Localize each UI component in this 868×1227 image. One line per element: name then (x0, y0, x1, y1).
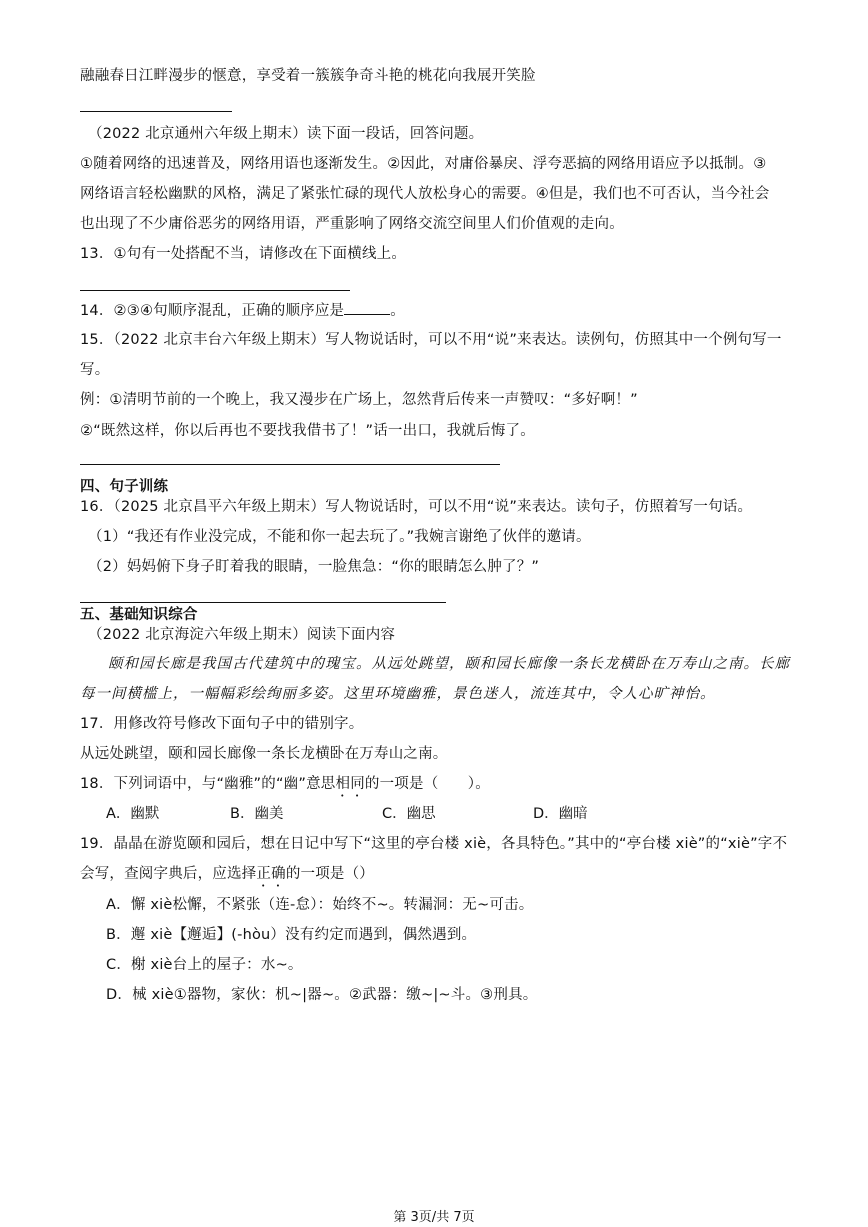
q18-option-b[interactable]: B．幽美 (230, 806, 284, 822)
q19-option-a[interactable]: A．懈 xiè松懈，不紧张（连-怠）：始终不~。转漏洞：无~可击。 (106, 897, 534, 913)
answer-line (80, 464, 500, 465)
question-17-sentence: 从远处跳望，颐和园长廊像一条长龙横卧在万寿山之南。 (80, 746, 448, 762)
question-15-cont: 写。 (80, 362, 110, 378)
text-line: 融融春日江畔漫步的惬意，享受着一簇簇争奇斗艳的桃花向我展开笑脸 (80, 68, 536, 84)
question-text: 14．②③④句顺序混乱，正确的顺序应是 (80, 303, 345, 319)
question-16-item-1: （1）“我还有作业没完成，不能和你一起去玩了。”我婉言谢绝了伙伴的邀请。 (88, 529, 591, 545)
question-text: 18．下列词语中，与“幽雅”的“幽”意思 (80, 776, 336, 792)
question-17: 17．用修改符号修改下面句子中的错别字。 (80, 716, 364, 732)
question-text: 会写，查阅字典后，应选择 (80, 866, 257, 882)
question-18 (80, 774, 490, 800)
question-16-item-2: （2）妈妈俯下身子盯着我的眼睛，一脸焦急：“你的眼睛怎么肿了？” (88, 559, 540, 575)
example-1: 例：①清明节前的一个晚上，我又漫步在广场上，忽然背后传来一声赞叹：“多好啊！” (80, 392, 638, 408)
q18-option-a[interactable]: A．幽默 (106, 806, 160, 822)
page-number: 第 3页/共 7页 (393, 1210, 475, 1225)
question-source: （2022 北京海淀六年级上期末）阅读下面内容 (88, 627, 396, 643)
question-19: 19．晶晶在游览颐和园后，想在日记中写下“这里的亭台楼 xiè，各具特色。”其中的“亭台楼 xiè”的“xiè”字不 (80, 836, 788, 852)
emphasis-text: 正确 (256, 866, 286, 882)
passage-line: ①随着网络的迅速普及，网络用语也逐渐发生。②因此，对庸俗暴戾、浮夸恶搞的网络用语应予以抵制。③ (80, 156, 767, 172)
question-text-end: 。 (390, 303, 405, 319)
example-2: ②“既然这样，你以后再也不要找我借书了！”话一出口，我就后悔了。 (80, 423, 535, 439)
q18-option-c[interactable]: C．幽思 (382, 806, 436, 822)
question-19-cont (80, 864, 374, 890)
question-13: 13．①句有一处搭配不当，请修改在下面横线上。 (80, 246, 407, 262)
question-15: 15．（2022 北京丰台六年级上期末）写人物说话时，可以不用“说”来表达。读例句，仿照其中一个例句写一 (80, 332, 782, 348)
q18-option-d[interactable]: D．幽暗 (533, 806, 588, 822)
reading-passage-line: 每一间横槛上，一幅幅彩绘绚丽多姿。这里环境幽雅，景色迷人，流连其中，令人心旷神怡。 (80, 686, 716, 702)
fill-blank (344, 300, 390, 315)
reading-passage-line: 颐和园长廊是我国古代建筑中的瑰宝。从远处跳望，颐和园长廊像一条长龙横卧在万寿山之南。长廊 (108, 656, 790, 672)
question-14 (80, 300, 405, 321)
section-heading-5: 五、基础知识综合 (80, 607, 198, 623)
passage-line: 网络语言轻松幽默的风格，满足了紧张忙碌的现代人放松身心的需要。④但是，我们也不可否认，当今社会 (80, 186, 770, 202)
answer-line (80, 290, 350, 291)
question-source: （2022 北京通州六年级上期末）读下面一段话，回答问题。 (88, 126, 484, 142)
section-heading-4: 四、句子训练 (80, 479, 169, 495)
answer-line (80, 602, 446, 603)
emphasis-text: 相同 (335, 776, 365, 792)
question-text-end: 的一项是（ ）。 (364, 776, 490, 792)
question-text-end: 的一项是（） (285, 866, 375, 882)
q19-option-d[interactable]: D．械 xiè①器物，家伙：机~|器~。②武器：缴~|~斗。③刑具。 (106, 987, 538, 1003)
question-16: 16．（2025 北京昌平六年级上期末）写人物说话时，可以不用“说”来表达。读句子，仿照着写一句话。 (80, 499, 753, 515)
q19-option-c[interactable]: C．榭 xiè台上的屋子：水~。 (106, 957, 303, 973)
answer-line (80, 111, 232, 112)
passage-line: 也出现了不少庸俗恶劣的网络用语，严重影响了网络交流空间里人们价值观的走向。 (80, 216, 624, 232)
q19-option-b[interactable]: B．邂 xiè【邂逅】(-hòu）没有约定而遇到，偶然遇到。 (106, 927, 477, 943)
